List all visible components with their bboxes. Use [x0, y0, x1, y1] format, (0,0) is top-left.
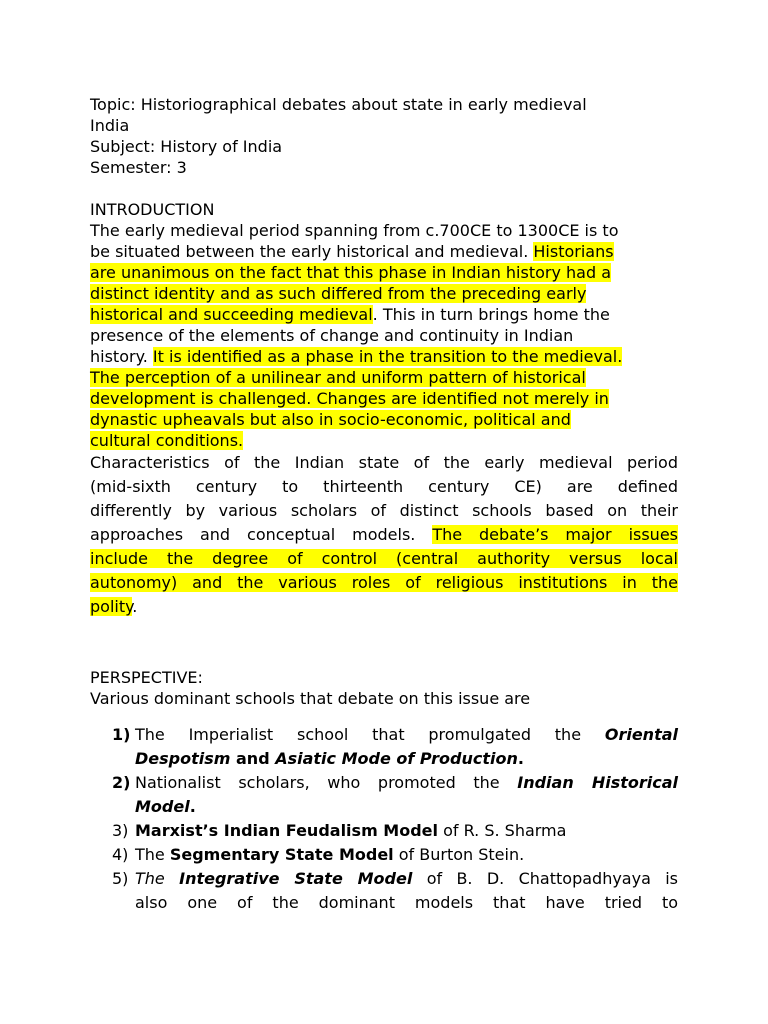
emphasis-text: Indian Historical [517, 773, 679, 792]
bold-text: Marxist’s Indian Feudalism Model [135, 821, 439, 840]
perspective-heading: PERSPECTIVE: [90, 668, 203, 687]
list-text: Nationalist scholars, who promoted the [135, 773, 518, 792]
italic-text: The [135, 869, 180, 888]
intro-line [90, 283, 678, 304]
topic-line: Topic: Historiographical debates about state in early medieval [90, 95, 587, 114]
highlighted-text: distinct identity and as such differed from the preceding early [90, 284, 587, 303]
intro-text: . This in turn brings home the [372, 305, 610, 324]
perspective-intro: Various dominant schools that debate on this issue are [90, 689, 531, 708]
highlighted-text: autonomy) and the various roles of religious institutions in the [90, 573, 678, 592]
introduction-paragraph-2 [90, 451, 678, 619]
paragraph-line [90, 523, 678, 547]
intro-line [90, 241, 678, 262]
bold-text: Segmentary State Model [169, 845, 394, 864]
intro-line [90, 430, 678, 451]
list-number: 4) [112, 845, 129, 864]
intro-line: presence of the elements of change and continuity in Indian [90, 326, 574, 345]
list-text: of B. D. Chattopadhyaya is [412, 869, 679, 888]
emphasis-text: Integrative State Model [179, 869, 413, 888]
emphasis-text: Despotism [135, 749, 231, 768]
list-text: of R. S. Sharma [438, 821, 567, 840]
intro-text: be situated between the early historical and medieval. [90, 242, 534, 261]
emphasis-text: Asiatic Mode of Production [275, 749, 518, 768]
list-line [135, 819, 678, 843]
list-line [135, 795, 678, 819]
list-item [90, 843, 678, 867]
intro-line [90, 346, 678, 367]
list-line [135, 747, 678, 771]
highlighted-text: The perception of a unilinear and uniform pattern of historical [90, 368, 586, 387]
list-line [135, 867, 678, 891]
intro-line [90, 262, 678, 283]
paragraph-line [90, 595, 678, 619]
bold-text: . [189, 797, 196, 816]
paragraph-text: approaches and conceptual models. [90, 525, 433, 544]
intro-line: The early medieval period spanning from c.700CE to 1300CE is to [90, 221, 619, 240]
spacer [90, 619, 678, 667]
introduction-heading: INTRODUCTION [90, 200, 215, 219]
bold-text: and [230, 749, 276, 768]
intro-line [90, 409, 678, 430]
subject-line: Subject: History of India [90, 137, 283, 156]
intro-text: history. [90, 347, 153, 366]
topic-line-continued: India [90, 116, 130, 135]
paragraph-line [90, 571, 678, 595]
list-line: also one of the dominant models that have tried to [135, 893, 678, 912]
list-number: 5) [112, 869, 129, 888]
highlighted-text: Historians [533, 242, 614, 261]
list-number: 3) [112, 821, 129, 840]
intro-line [90, 388, 678, 409]
introduction-paragraph-1 [90, 220, 678, 451]
emphasis-text: Model [135, 797, 190, 816]
highlighted-text: polity [90, 597, 133, 616]
highlighted-text: development is challenged. Changes are identified not merely in [90, 389, 609, 408]
list-item [90, 819, 678, 843]
list-text: The Imperialist school that promulgated the [135, 725, 605, 744]
highlighted-text: include the degree of control (central authority versus local [90, 549, 678, 568]
paragraph-text: . [132, 597, 138, 616]
list-item [90, 867, 678, 915]
highlighted-text: are unanimous on the fact that this phase in Indian history had a [90, 263, 612, 282]
highlighted-text: It is identified as a phase in the transition to the medieval. [152, 347, 623, 366]
bold-text: . [517, 749, 524, 768]
list-item [90, 723, 678, 771]
list-text: The [135, 845, 170, 864]
paragraph-line: Characteristics of the Indian state of the early medieval period [90, 453, 678, 472]
semester-line: Semester: 3 [90, 158, 187, 177]
spacer [90, 178, 678, 199]
highlighted-text: dynastic upheavals but also in socio-economic, political and [90, 410, 571, 429]
intro-line [90, 367, 678, 388]
highlighted-text: cultural conditions. [90, 431, 244, 450]
intro-line [90, 304, 678, 325]
list-number: 2) [112, 773, 131, 792]
paragraph-line [90, 547, 678, 571]
list-item [90, 771, 678, 819]
list-text: of Burton Stein. [393, 845, 525, 864]
schools-list [90, 723, 678, 915]
paragraph-line: (mid-sixth century to thirteenth century CE) are defined [90, 477, 678, 496]
list-line [135, 771, 678, 795]
list-line [135, 723, 678, 747]
list-number: 1) [112, 725, 131, 744]
emphasis-text: Oriental [604, 725, 678, 744]
highlighted-text: The debate’s major issues [432, 525, 678, 544]
document-page [90, 94, 678, 915]
list-line [135, 843, 678, 867]
highlighted-text: historical and succeeding medieval [90, 305, 373, 324]
paragraph-line: differently by various scholars of distinct schools based on their [90, 501, 678, 520]
